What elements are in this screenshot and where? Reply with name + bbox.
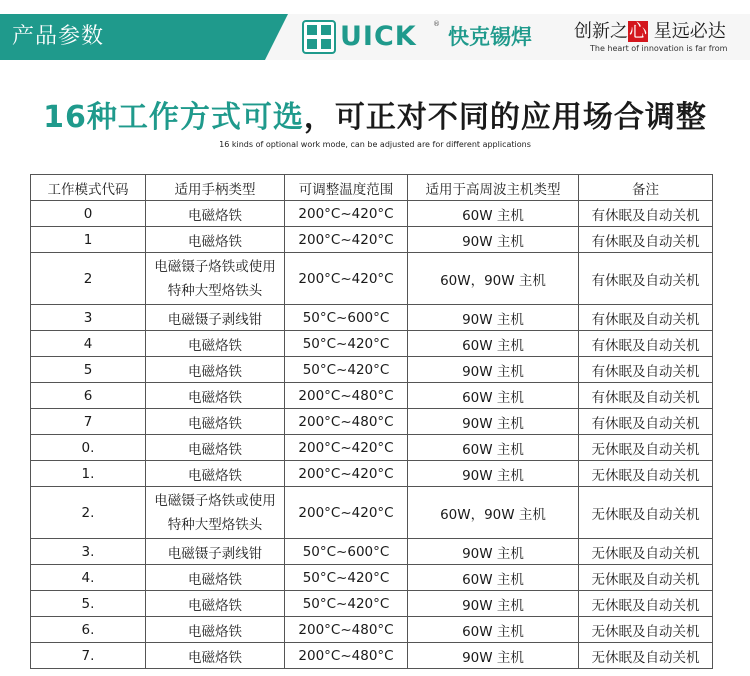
cell-mode-code: 1.	[31, 461, 146, 487]
cell-host-type: 60W 主机	[408, 435, 579, 461]
table-row	[31, 565, 713, 591]
cell-mode-code: 1	[31, 227, 146, 253]
table-row	[31, 461, 713, 487]
cell-handle-type: 电磁烙铁	[146, 643, 285, 669]
cell-temp-range: 200°C~420°C	[285, 201, 408, 227]
cell-handle-type: 电磁烙铁	[146, 591, 285, 617]
cell-mode-code: 3	[31, 305, 146, 331]
cell-note: 有休眠及自动关机	[579, 383, 713, 409]
cell-note: 无休眠及自动关机	[579, 539, 713, 565]
slogan-heart: 心	[629, 21, 647, 42]
section-title: 产品参数	[12, 24, 105, 49]
cell-mode-code: 5.	[31, 591, 146, 617]
cell-note: 无休眠及自动关机	[579, 435, 713, 461]
cell-note: 有休眠及自动关机	[579, 253, 713, 305]
cell-temp-range: 200°C~480°C	[285, 409, 408, 435]
table-row	[31, 617, 713, 643]
headline-accent: 16种工作方式可选	[43, 100, 304, 135]
cell-temp-range: 50°C~420°C	[285, 357, 408, 383]
cell-note: 无休眠及自动关机	[579, 461, 713, 487]
brand-slogan	[574, 20, 746, 54]
table-row	[31, 357, 713, 383]
cell-mode-code: 2	[31, 253, 146, 305]
cell-mode-code: 0.	[31, 435, 146, 461]
cell-handle-type: 电磁镊子烙铁或使用特种大型烙铁头	[146, 487, 285, 539]
cell-note: 有休眠及自动关机	[579, 357, 713, 383]
cell-handle-type: 电磁烙铁	[146, 565, 285, 591]
cell-host-type: 60W 主机	[408, 201, 579, 227]
cell-temp-range: 200°C~420°C	[285, 487, 408, 539]
cell-temp-range: 200°C~480°C	[285, 617, 408, 643]
cell-host-type: 90W 主机	[408, 409, 579, 435]
cell-mode-code: 7	[31, 409, 146, 435]
cell-host-type: 60W 主机	[408, 617, 579, 643]
table-row	[31, 435, 713, 461]
cell-handle-type: 电磁烙铁	[146, 227, 285, 253]
logo-wordmark: UICK	[340, 21, 417, 52]
table-row	[31, 409, 713, 435]
cell-mode-code: 4.	[31, 565, 146, 591]
slogan-post: 星远必达	[648, 21, 726, 42]
cell-mode-code: 7.	[31, 643, 146, 669]
logo-chinese-name: 快克锡焊	[448, 25, 532, 49]
cell-host-type: 90W 主机	[408, 539, 579, 565]
cell-host-type: 90W 主机	[408, 591, 579, 617]
cell-handle-type: 电磁烙铁	[146, 435, 285, 461]
cell-handle-type: 电磁烙铁	[146, 331, 285, 357]
headline-rest: ，可正对不同的应用场合调整	[303, 100, 707, 135]
cell-note: 无休眠及自动关机	[579, 617, 713, 643]
cell-host-type: 90W 主机	[408, 305, 579, 331]
cell-temp-range: 50°C~420°C	[285, 591, 408, 617]
quick-cross-logo-icon	[302, 20, 336, 54]
cell-mode-code: 5	[31, 357, 146, 383]
cell-temp-range: 50°C~600°C	[285, 305, 408, 331]
cell-handle-type: 电磁烙铁	[146, 409, 285, 435]
header-note: 备注	[579, 175, 713, 201]
cell-note: 有休眠及自动关机	[579, 331, 713, 357]
table-row	[31, 331, 713, 357]
page-header	[0, 0, 750, 72]
cell-handle-type: 电磁镊子剥线钳	[146, 539, 285, 565]
cell-note: 无休眠及自动关机	[579, 591, 713, 617]
cell-host-type: 60W，90W 主机	[408, 253, 579, 305]
cell-temp-range: 50°C~420°C	[285, 565, 408, 591]
table-row	[31, 539, 713, 565]
cell-temp-range: 200°C~480°C	[285, 643, 408, 669]
cell-note: 无休眠及自动关机	[579, 643, 713, 669]
cell-host-type: 60W 主机	[408, 565, 579, 591]
cell-mode-code: 4	[31, 331, 146, 357]
header-handle-type: 适用手柄类型	[146, 175, 285, 201]
cell-handle-type: 电磁烙铁	[146, 201, 285, 227]
cell-temp-range: 200°C~420°C	[285, 435, 408, 461]
headline-subtitle: 16 kinds of optional work mode, can be adjusted are for different applications	[219, 140, 531, 149]
cell-handle-type: 电磁镊子剥线钳	[146, 305, 285, 331]
cell-note: 无休眠及自动关机	[579, 487, 713, 539]
registered-mark: ®	[433, 20, 440, 28]
cell-handle-type: 电磁烙铁	[146, 617, 285, 643]
slogan-english: The heart of innovation is far from	[590, 44, 728, 53]
cell-mode-code: 6.	[31, 617, 146, 643]
table-row	[31, 643, 713, 669]
table-header-row	[31, 175, 713, 201]
cell-host-type: 60W，90W 主机	[408, 487, 579, 539]
cell-mode-code: 2.	[31, 487, 146, 539]
cell-temp-range: 200°C~420°C	[285, 253, 408, 305]
cell-mode-code: 6	[31, 383, 146, 409]
cell-mode-code: 3.	[31, 539, 146, 565]
cell-mode-code: 0	[31, 201, 146, 227]
header-host-type: 适用于高周波主机类型	[408, 175, 579, 201]
cell-note: 有休眠及自动关机	[579, 227, 713, 253]
mode-spec-table	[30, 174, 713, 669]
cell-handle-type: 电磁烙铁	[146, 383, 285, 409]
slogan-pre: 创新之	[574, 21, 628, 42]
cell-note: 有休眠及自动关机	[579, 305, 713, 331]
table-row	[31, 591, 713, 617]
cell-host-type: 60W 主机	[408, 331, 579, 357]
cell-temp-range: 200°C~420°C	[285, 227, 408, 253]
cell-note: 有休眠及自动关机	[579, 409, 713, 435]
cell-host-type: 90W 主机	[408, 227, 579, 253]
table-row	[31, 201, 713, 227]
cell-handle-type: 电磁烙铁	[146, 357, 285, 383]
table-row	[31, 227, 713, 253]
cell-temp-range: 50°C~420°C	[285, 331, 408, 357]
header-temp-range: 可调整温度范围	[285, 175, 408, 201]
table-row	[31, 487, 713, 539]
cell-temp-range: 200°C~420°C	[285, 461, 408, 487]
slogan-main	[574, 20, 746, 44]
cell-host-type: 90W 主机	[408, 357, 579, 383]
cell-host-type: 90W 主机	[408, 643, 579, 669]
table-row	[31, 305, 713, 331]
cell-note: 无休眠及自动关机	[579, 565, 713, 591]
cell-temp-range: 50°C~600°C	[285, 539, 408, 565]
table-row	[31, 383, 713, 409]
cell-handle-type: 电磁烙铁	[146, 461, 285, 487]
cell-host-type: 60W 主机	[408, 383, 579, 409]
cell-temp-range: 200°C~480°C	[285, 383, 408, 409]
header-mode-code: 工作模式代码	[31, 175, 146, 201]
table-row	[31, 253, 713, 305]
cell-note: 有休眠及自动关机	[579, 201, 713, 227]
cell-handle-type: 电磁镊子烙铁或使用特种大型烙铁头	[146, 253, 285, 305]
headline	[0, 92, 750, 136]
cell-host-type: 90W 主机	[408, 461, 579, 487]
